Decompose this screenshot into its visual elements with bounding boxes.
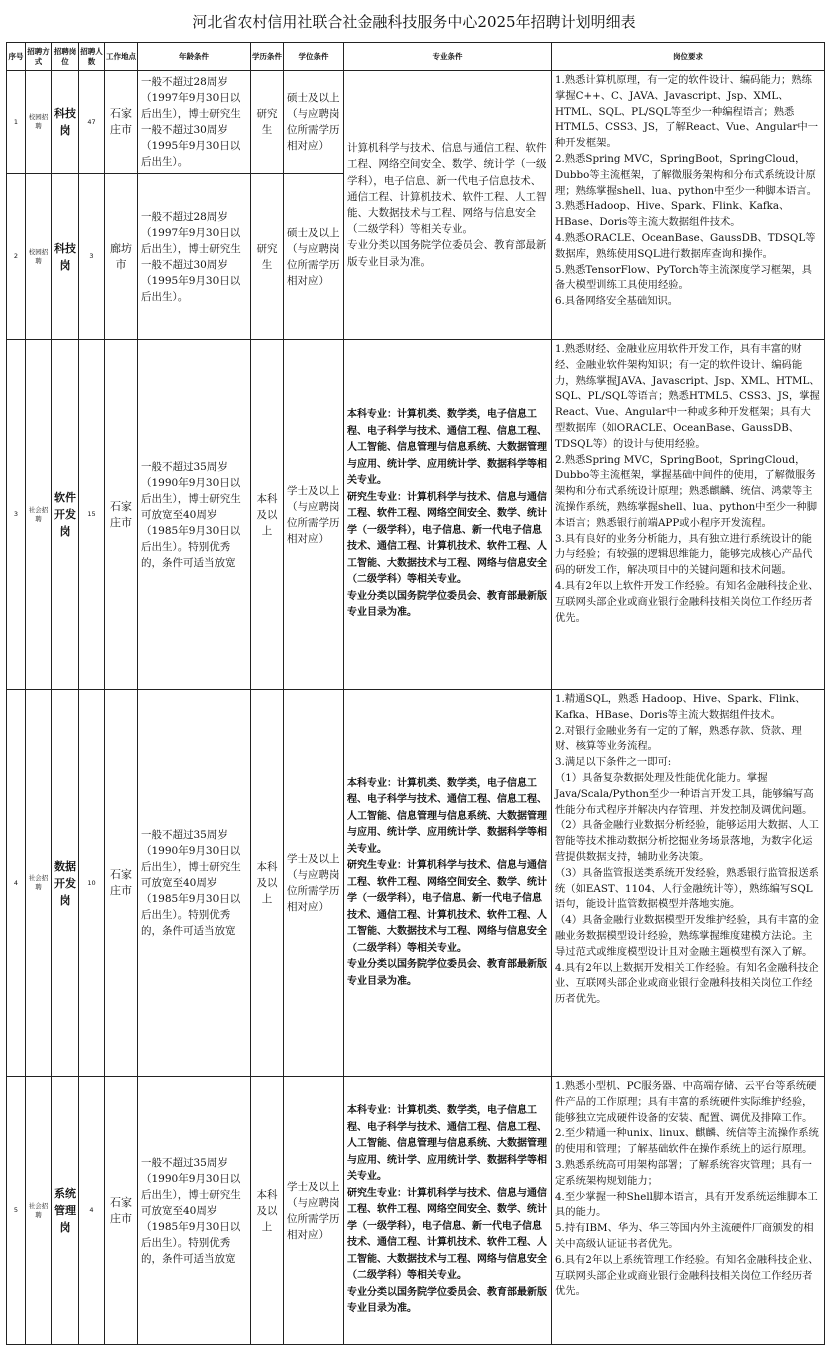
cell-degree: 学士及以上（与应聘岗位所需学历相对应） [284, 1077, 344, 1345]
header-count: 招聘人数 [79, 43, 105, 71]
cell-age: 一般不超过28周岁（1997年9月30日以后出生），博士研究生一般不超过30周岁（1995年9月30日以后出生）。 [138, 71, 251, 174]
requirement-line: （2）具备金融行业数据分析经验，能够运用大数据、人工智能等技术推动数据分析挖掘业务场景落地，为数字化运营提供数据支持，辅助业务决策。 [555, 819, 819, 863]
requirement-line: 1.精通SQL，熟悉 Hadoop、Hive、Spark、Flink、Kafka、HBase、Doris等主流大数据组件技术。 [555, 693, 806, 721]
requirement-line: 4.具有2年以上数据开发相关工作经验。有知名金融科技企业、互联网头部企业或商业银行金融科技相关岗位工作经历者优先。 [555, 961, 819, 1006]
cell-education: 研究生 [251, 174, 284, 340]
cell-major: 本科专业：计算机类、数学类，电子信息工程、电子科学与技术、通信工程、信息工程、人工智能、信息管理与信息系统、大数据管理与应用、统计学、应用统计学、数据科学等相关专业。 研究生专业：计算机科学与技术、信息与通信工程、软件工程、网络空间安全、数学、统计学（一级学科），电子信息、新一代电子信息技术、通信工程、计算机技术、软件工程、人工智能、大数据技术与工程、网络与信息安全（二级学科）等相关专业。 专业分类以国务院学位委员会、教育部最新版专业目录为准。 [344, 340, 552, 690]
cell-method: 社会招聘 [26, 690, 52, 1077]
cell-count: 3 [79, 174, 105, 340]
requirement-line: 5.持有IBM、华为、华三等国内外主流硬件厂商颁发的相关中高级认证证书者优先。 [555, 1222, 814, 1250]
cell-requirements [552, 340, 825, 690]
requirement-line: 2.熟悉Spring MVC，SpringBoot，SpringCloud，Dubbo等主流框架，掌握基础中间件的使用，了解微服务架构和分布式系统设计原理；熟悉麒麟、统信、鸿蒙等主流操作系统，熟练掌握shell、lua、python中至少一种脚本语言；熟悉银行前端APP或小程序开发流程。 [555, 453, 818, 529]
cell-count: 4 [79, 1077, 105, 1345]
cell-education: 本科及以上 [251, 1077, 284, 1345]
cell-degree: 学士及以上（与应聘岗位所需学历相对应） [284, 690, 344, 1077]
recruitment-table [6, 42, 825, 1345]
cell-seq: 2 [7, 174, 26, 340]
header-degree: 学位条件 [284, 43, 344, 71]
cell-count: 15 [79, 340, 105, 690]
cell-education: 本科及以上 [251, 690, 284, 1077]
requirement-line: 1.熟悉小型机、PC服务器、中高端存储、云平台等系统硬件产品的工作原理；具有丰富的系统硬件实际维护经验，能够独立完成硬件设备的安装、配置、调优及排障工作。 [555, 1080, 817, 1124]
requirement-line: 4.熟悉ORACLE、OceanBase、GaussDB、TDSQL等数据库，熟练使用SQL进行数据库查询和操作。 [555, 231, 816, 260]
cell-education: 本科及以上 [251, 340, 284, 690]
cell-position: 系统管理岗 [52, 1077, 79, 1345]
cell-position: 数据开发岗 [52, 690, 79, 1077]
requirement-line: 2.至少精通一种unix、linux、麒麟、统信等主流操作系统的使用和管理；了解基础软件在操作系统上的运行原理。 [555, 1127, 819, 1156]
requirement-line: 3.满足以下条件之一即可: [555, 756, 672, 769]
cell-method: 社会招聘 [26, 340, 52, 690]
requirement-line: 3.熟悉Hadoop、Hive、Spark、Flink、Kafka、HBase、Doris等主流大数据组件技术。 [555, 200, 790, 229]
page-title: 河北省农村信用社联合社金融科技服务中心2025年招聘计划明细表 [192, 13, 636, 31]
cell-count: 10 [79, 690, 105, 1077]
requirement-line: （3）具备监管报送类系统开发经验，熟悉银行监管报送系统（如EAST、1104、人行金融统计等），熟练编写SQL语句，能设计监管数据模型并落地实施。 [555, 866, 819, 911]
header-location: 工作地点 [105, 43, 138, 71]
requirement-line: 3.熟悉系统高可用架构部署；了解系统容灾管理；具有一定系统架构规划能力； [555, 1158, 812, 1187]
header-requirements: 岗位要求 [552, 43, 825, 71]
requirement-line: 4.具有2年以上软件开发工作经验。有知名金融科技企业、互联网头部企业或商业银行金融科技相关岗位工作经历者优先。 [555, 579, 819, 624]
requirement-line: 4.至少掌握一种Shell脚本语言，具有开发系统运维脚本工具的能力。 [555, 1190, 818, 1219]
requirement-line: （4）具备金融行业数据模型开发维护经验，具有丰富的金融业务数据模型设计经验，熟练掌握维度建模方法论。主导过范式或维度模型设计且对金融主题模型有深入了解。 [555, 914, 819, 958]
cell-position: 科技岗 [52, 174, 79, 340]
requirement-line: 2.对银行金融业务有一定的了解，熟悉存款、贷款、理财、核算等业务流程。 [555, 724, 802, 753]
cell-location: 石家庄市 [105, 71, 138, 174]
cell-major-campus: 计算机科学与技术、信息与通信工程、软件工程、网络空间安全、数学、统计学（一级学科），电子信息、新一代电子信息技术、通信工程、计算机技术、软件工程、人工智能、大数据技术与工程、网络与信息安全（二级学科）等相关专业。 专业分类以国务院学位委员会、教育部最新版专业目录为准。 [344, 71, 552, 340]
header-row [7, 43, 825, 71]
cell-location: 石家庄市 [105, 340, 138, 690]
header-seq: 序号 [7, 43, 26, 71]
table-row [7, 340, 825, 690]
requirement-line: 6.具有2年以上系统管理工作经验。有知名金融科技企业、互联网头部企业或商业银行金融科技相关岗位工作经历者优先。 [555, 1253, 819, 1298]
requirement-line: 1.熟悉财经、金融业应用软件开发工作，具有丰富的财经、金融业软件架构知识；有一定的软件设计、编码能力，熟练掌握JAVA、Javascript、Jsp、XML、HTML、SQL、PL/SQL等语言；熟悉HTML5、CSS3、JS，掌握React、Vue、Angular中一种或多种开发框架；具有大型数据库（如ORACLE、OceanBase、GaussDB、TDSQL等）的设计与使用经验。 [555, 343, 820, 450]
cell-count: 47 [79, 71, 105, 174]
table-row [7, 690, 825, 1077]
header-age: 年龄条件 [138, 43, 251, 71]
cell-requirements [552, 1077, 825, 1345]
cell-major: 本科专业：计算机类、数学类，电子信息工程、电子科学与技术、通信工程、信息工程、人工智能、信息管理与信息系统、大数据管理与应用、统计学、应用统计学、数据科学等相关专业。 研究生专业：计算机科学与技术、信息与通信工程、软件工程、网络空间安全、数学、统计学（一级学科），电子信息、新一代电子信息技术、通信工程、计算机技术、软件工程、人工智能、大数据技术与工程、网络与信息安全（二级学科）等相关专业。 专业分类以国务院学位委员会、教育部最新版专业目录为准。 [344, 690, 552, 1077]
cell-age: 一般不超过35周岁（1990年9月30日以后出生），博士研究生可放宽至40周岁（1985年9月30日以后出生）。特别优秀的，条件可适当放宽 [138, 340, 251, 690]
requirement-line: （1）具备复杂数据处理及性能优化能力。掌握Java/Scala/Python至少一种语言开发工具，能够编写高性能分布式程序并解决内存管理、并发控制及调优问题。 [555, 771, 814, 816]
header-major: 专业条件 [344, 43, 552, 71]
requirement-line: 6.具备网络安全基础知识。 [555, 295, 679, 308]
cell-degree: 硕士及以上（与应聘岗位所需学历相对应） [284, 71, 344, 174]
requirement-line: 5.熟悉TensorFlow、PyTorch等主流深度学习框架，具备大模型训练工具使用经验。 [555, 263, 812, 292]
cell-method: 社会招聘 [26, 1077, 52, 1345]
cell-requirements-campus [552, 71, 825, 340]
cell-degree: 硕士及以上（与应聘岗位所需学历相对应） [284, 174, 344, 340]
header-position: 招聘岗位 [52, 43, 79, 71]
cell-method: 校园招聘 [26, 174, 52, 340]
requirement-line: 3.具有良好的业务分析能力，具有独立进行系统设计的能力与经验；有较强的逻辑思维能力，能够完成核心产品代码的研发工作，解决项目中的关键问题和技术问题。 [555, 532, 813, 577]
cell-position: 软件开发岗 [52, 340, 79, 690]
header-method: 招聘方式 [26, 43, 52, 71]
cell-age: 一般不超过28周岁（1997年9月30日以后出生），博士研究生一般不超过30周岁（1995年9月30日以后出生）。 [138, 174, 251, 340]
cell-seq: 4 [7, 690, 26, 1077]
cell-seq: 1 [7, 71, 26, 174]
cell-location: 石家庄市 [105, 690, 138, 1077]
requirement-line: 1.熟悉计算机原理，有一定的软件设计、编码能力；熟练掌握C++、C、JAVA、Javascript、Jsp、XML、HTML、SQL、PL/SQL等至少一种编程语言；熟悉HTML5、CSS3、JS，了解React、Vue、Angular中一种开发框架。 [555, 74, 819, 150]
cell-age: 一般不超过35周岁（1990年9月30日以后出生），博士研究生可放宽至40周岁（1985年9月30日以后出生）。特别优秀的，条件可适当放宽 [138, 690, 251, 1077]
cell-position: 科技岗 [52, 71, 79, 174]
cell-education: 研究生 [251, 71, 284, 174]
requirement-line: 2.熟悉Spring MVC，SpringBoot，SpringCloud，Dubbo等主流框架，了解微服务架构和分布式系统设计原理；熟练掌握shell、lua、python中至少一种脚本语言。 [555, 152, 818, 197]
cell-method: 校园招聘 [26, 71, 52, 174]
cell-seq: 3 [7, 340, 26, 690]
cell-degree: 学士及以上（与应聘岗位所需学历相对应） [284, 340, 344, 690]
header-education: 学历条件 [251, 43, 284, 71]
cell-requirements [552, 690, 825, 1077]
cell-location: 廊坊市 [105, 174, 138, 340]
cell-seq: 5 [7, 1077, 26, 1345]
table-row [7, 71, 825, 174]
cell-location: 石家庄市 [105, 1077, 138, 1345]
table-row [7, 1077, 825, 1345]
cell-age: 一般不超过35周岁（1990年9月30日以后出生），博士研究生可放宽至40周岁（1985年9月30日以后出生）。特别优秀的，条件可适当放宽 [138, 1077, 251, 1345]
cell-major: 本科专业：计算机类、数学类，电子信息工程、电子科学与技术、通信工程、信息工程、人工智能、信息管理与信息系统、大数据管理与应用、统计学、应用统计学、数据科学等相关专业。 研究生专业：计算机科学与技术、信息与通信工程、软件工程、网络空间安全、数学、统计学（一级学科），电子信息、新一代电子信息技术、通信工程、计算机技术、软件工程、人工智能、大数据技术与工程、网络与信息安全（二级学科）等相关专业。 专业分类以国务院学位委员会、教育部最新版专业目录为准。 [344, 1077, 552, 1345]
